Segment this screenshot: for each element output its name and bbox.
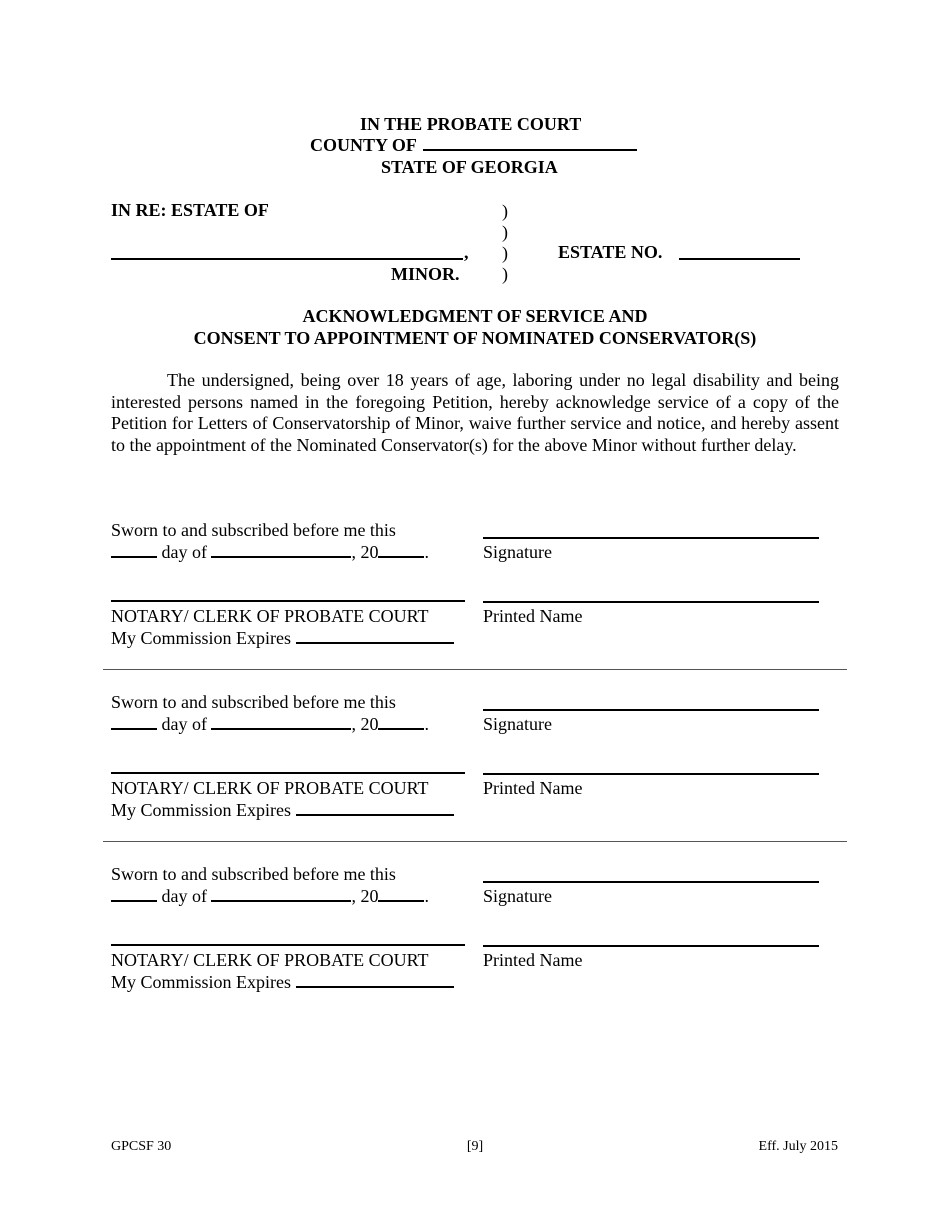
printed-name-label: Printed Name: [483, 950, 583, 970]
commission-field[interactable]: [296, 986, 454, 988]
date-line: [111, 885, 429, 907]
court-title: IN THE PROBATE COURT: [360, 114, 582, 134]
month-field[interactable]: [211, 900, 351, 902]
document-title-line1: ACKNOWLEDGMENT OF SERVICE AND: [302, 306, 648, 326]
commission-field[interactable]: [296, 814, 454, 816]
signature-line[interactable]: [483, 881, 819, 883]
commission-line: [111, 627, 454, 649]
commission-field[interactable]: [296, 642, 454, 644]
month-field[interactable]: [211, 556, 351, 558]
page-number: [9]: [466, 1139, 484, 1154]
signature-label: Signature: [483, 714, 552, 734]
in-re-label: IN RE: ESTATE OF: [111, 200, 269, 220]
county-label: COUNTY OF: [310, 135, 417, 155]
commission-label: My Commission Expires: [111, 972, 292, 992]
estate-no-label: ESTATE NO.: [558, 242, 663, 262]
year-field[interactable]: [378, 900, 424, 902]
year-prefix: , 20: [351, 886, 379, 906]
day-of-label: day of: [161, 714, 207, 734]
caption-paren: ): [502, 243, 508, 263]
notary-label: NOTARY/ CLERK OF PROBATE COURT: [111, 950, 429, 970]
signature-line[interactable]: [483, 537, 819, 539]
signature-line[interactable]: [483, 709, 819, 711]
commission-line: [111, 799, 454, 821]
notary-signature-line[interactable]: [111, 772, 465, 774]
section-divider: [103, 841, 847, 842]
sworn-text: Sworn to and subscribed before me this: [111, 520, 396, 540]
form-id: GPCSF 30: [111, 1139, 172, 1154]
estate-no-field[interactable]: [679, 258, 800, 260]
effective-date: Eff. July 2015: [758, 1139, 838, 1154]
period: .: [424, 542, 429, 562]
county-field[interactable]: [423, 149, 637, 151]
day-field[interactable]: [111, 900, 157, 902]
period: .: [424, 714, 429, 734]
signature-label: Signature: [483, 886, 552, 906]
sworn-text: Sworn to and subscribed before me this: [111, 692, 396, 712]
acknowledgment-paragraph: The undersigned, being over 18 years of age, laboring under no legal disability and being interested persons named in the foregoing Petition, hereby acknowledge service of a copy of the Petition for Letters of Conservatorship of Minor, waive further service and notice, and hereby assent to the appointment of the Nominated Conservator(s) for the above Minor without further delay.: [111, 370, 839, 455]
notary-signature-line[interactable]: [111, 944, 465, 946]
day-field[interactable]: [111, 556, 157, 558]
sworn-text: Sworn to and subscribed before me this: [111, 864, 396, 884]
caption-paren: ): [502, 222, 508, 242]
year-field[interactable]: [378, 556, 424, 558]
signature-label: Signature: [483, 542, 552, 562]
printed-name-line[interactable]: [483, 601, 819, 603]
notary-label: NOTARY/ CLERK OF PROBATE COURT: [111, 778, 429, 798]
caption-paren: ): [502, 201, 508, 221]
year-field[interactable]: [378, 728, 424, 730]
printed-name-label: Printed Name: [483, 778, 583, 798]
day-field[interactable]: [111, 728, 157, 730]
estate-name-field[interactable]: [111, 258, 463, 260]
commission-label: My Commission Expires: [111, 800, 292, 820]
period: .: [424, 886, 429, 906]
caption-paren: ): [502, 264, 508, 284]
minor-label: MINOR.: [391, 264, 460, 284]
document-title-line2: CONSENT TO APPOINTMENT OF NOMINATED CONSERVATOR(S): [193, 328, 757, 348]
date-line: [111, 713, 429, 735]
month-field[interactable]: [211, 728, 351, 730]
printed-name-label: Printed Name: [483, 606, 583, 626]
commission-label: My Commission Expires: [111, 628, 292, 648]
printed-name-line[interactable]: [483, 773, 819, 775]
section-divider: [103, 669, 847, 670]
year-prefix: , 20: [351, 542, 379, 562]
notary-signature-line[interactable]: [111, 600, 465, 602]
notary-label: NOTARY/ CLERK OF PROBATE COURT: [111, 606, 429, 626]
date-line: [111, 541, 429, 563]
printed-name-line[interactable]: [483, 945, 819, 947]
day-of-label: day of: [161, 886, 207, 906]
state-title: STATE OF GEORGIA: [381, 157, 558, 177]
caption-comma: ,: [464, 242, 469, 262]
county-line: [310, 134, 637, 156]
day-of-label: day of: [161, 542, 207, 562]
year-prefix: , 20: [351, 714, 379, 734]
commission-line: [111, 971, 454, 993]
